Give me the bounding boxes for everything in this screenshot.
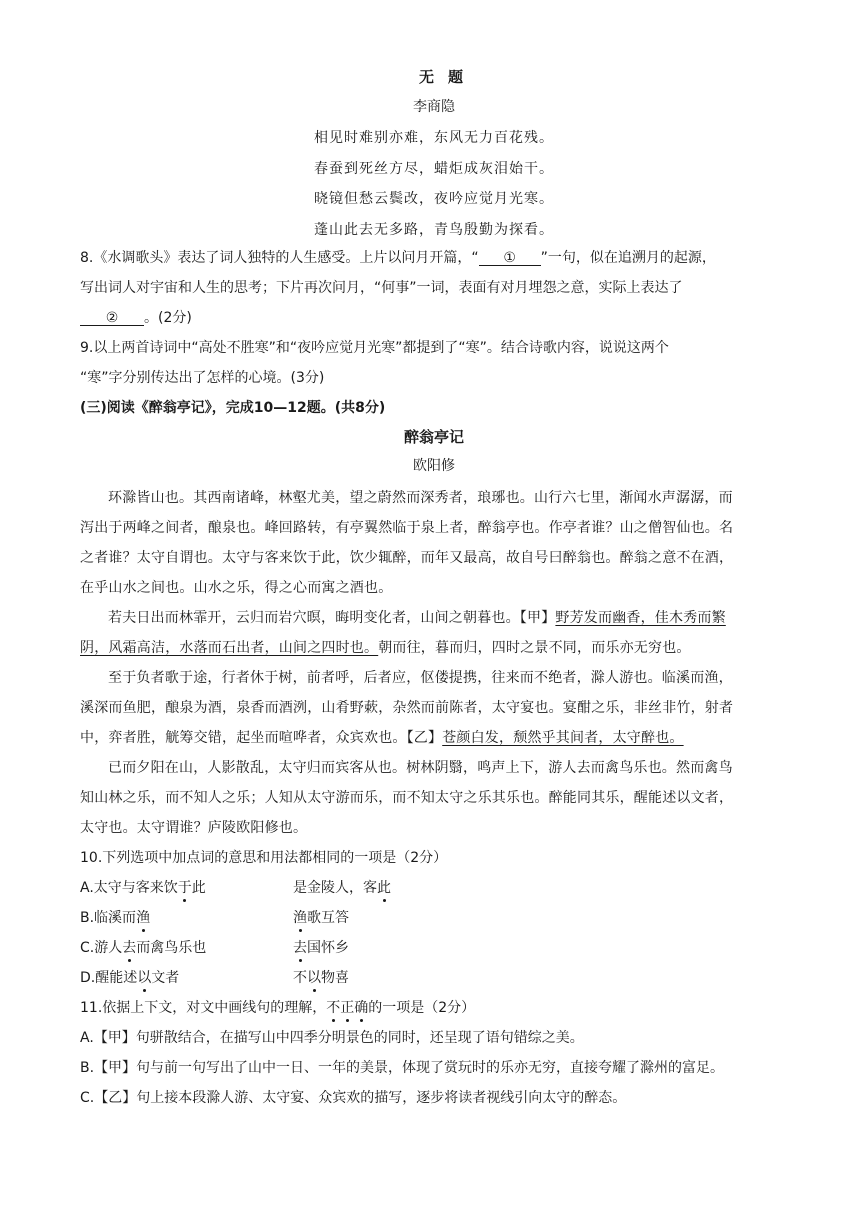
q8-text: 8.《水调歌头》表达了词人独特的人生感受。上片以问月开篇，“ (80, 250, 479, 266)
answer-blank-2 (80, 311, 144, 326)
q11-option-a: A.【甲】句骈散结合，在描写山中四季分明景色的同时，还呈现了语句错综之美。 (80, 1030, 584, 1046)
essay-line: 太守也。太守谓谁？庐陵欧阳修也。 (80, 820, 308, 836)
essay-line (80, 637, 800, 657)
essay-text: 若夫日出而林霏开，云归而岩穴暝，晦明变化者，山间之朝暮也。【甲】 (108, 610, 556, 626)
question-9-line: “寒”字分别传达出了怎样的心境。(3分) (80, 370, 325, 386)
essay-line: 之者谁？太守自谓也。太守与客来饮于此，饮少辄醉，而年又最高，故自号曰醉翁也。醉翁之意不在酒， (80, 550, 734, 566)
underlined-sentence-jia: 野芳发而幽香，佳木秀而繁 (555, 610, 726, 626)
underlined-sentence-jia: 阴，风霜高洁，水落而石出者，山间之四时也。 (80, 640, 379, 656)
essay-line: 溪深而鱼肥，酿泉为酒，泉香而酒洌，山肴野蔌，杂然而前陈者，太守宴也。宴酣之乐，非丝非竹，射者 (80, 700, 734, 716)
q10-option-c-compare: 去国怀乡 (293, 937, 349, 957)
q10-option-b-compare: 渔歌互答 (293, 907, 349, 927)
question-9-line: 9.以上两首诗词中“高处不胜寒”和“夜吟应觉月光寒”都提到了“寒”。结合诗歌内容，说说这两个 (80, 340, 669, 356)
dotted-char: 不 (326, 997, 340, 1017)
q10-option-c: C.游人去而禽鸟乐也 (80, 937, 206, 957)
dotted-word (326, 1000, 368, 1016)
dotted-char: 正 (340, 997, 354, 1017)
poem-line: 晓镜但愁云鬓改，夜吟应觉月光寒。 (314, 191, 554, 207)
dotted-word: 以 (307, 967, 321, 987)
essay-author: 欧阳修 (413, 458, 455, 474)
section-heading: (三)阅读《醉翁亭记》，完成10—12题。(共8分) (80, 400, 386, 416)
essay-line: 知山林之乐，而不知人之乐；人知从太守游而乐，而不知太守之乐其乐也。醉能同其乐，醒能述以文者， (80, 790, 734, 806)
dotted-word: 去 (122, 937, 136, 957)
dotted-word: 以 (137, 967, 151, 987)
question-10-stem: 10.下列选项中加点词的意思和用法都相同的一项是（2分） (80, 850, 448, 866)
dotted-word: 渔 (136, 907, 150, 927)
q11-text: 的一项是（2分） (368, 1000, 476, 1016)
blank-marker: ② (105, 310, 119, 326)
blank-marker: ① (503, 250, 516, 266)
essay-line (108, 607, 800, 627)
q8-text: 。(2分) (144, 310, 192, 326)
q11-option-c: C.【乙】句上接本段滁人游、太守宴、众宾欢的描写，逐步将读者视线引向太守的醉态。 (80, 1090, 627, 1106)
question-11-stem (80, 997, 800, 1017)
q10-option-a: A.太守与客来饮于此 (80, 877, 206, 897)
poem-author: 李商隐 (413, 99, 455, 115)
essay-line: 环滁皆山也。其西南诸峰，林壑尤美，望之蔚然而深秀者，琅琊也。山行六七里，渐闻水声潺潺，而 (108, 490, 733, 506)
essay-line (80, 727, 800, 747)
q10-option-d: D.醒能述以文者 (80, 967, 179, 987)
dotted-word: 此 (377, 877, 391, 897)
q10-option-a-compare: 是金陵人，客此 (293, 877, 391, 897)
dotted-emphasis (326, 1000, 368, 1016)
poem-line: 春蚕到死丝方尽，蜡炬成灰泪始干。 (314, 161, 554, 177)
essay-text: 中，弈者胜，觥筹交错，起坐而喧哗者，众宾欢也。【乙】 (80, 730, 443, 746)
essay-line: 已而夕阳在山，人影散乱，太守归而宾客从也。树林阴翳，鸣声上下，游人去而禽鸟乐也。然而禽鸟 (108, 760, 733, 776)
question-8-line (80, 247, 800, 267)
question-8-line (80, 307, 800, 327)
question-8-line: 写出词人对宇宙和人生的思考；下片再次问月，“何事”一词，表面有对月埋怨之意，实际上表达了 (80, 280, 683, 296)
q10-option-b: B.临溪而渔 (80, 907, 150, 927)
essay-line: 至于负者歌于途，行者休于树，前者呼，后者应，伛偻提携，往来而不绝者，滁人游也。临溪而渔， (108, 670, 733, 686)
essay-line: 泻出于两峰之间者，酿泉也。峰回路转，有亭翼然临于泉上者，醉翁亭也。作亭者谁？山之僧智仙也。名 (80, 520, 734, 536)
q11-text: 11.依据上下文，对文中画线句的理解， (80, 1000, 327, 1016)
poem-line: 蓬山此去无多路，青鸟殷勤为探看。 (314, 222, 554, 238)
dotted-word: 去 (293, 937, 307, 957)
essay-text: 朝而往，暮而归，四时之景不同，而乐亦无穷也。 (378, 640, 691, 656)
dotted-word: 渔 (293, 907, 307, 927)
q8-text: ”一句，似在追溯月的起源， (540, 250, 716, 266)
essay-line: 在乎山水之间也。山水之乐，得之心而寓之酒也。 (80, 580, 393, 596)
dotted-char: 确 (354, 997, 368, 1017)
underlined-sentence-yi: 苍颜白发，颓然乎其间者，太守醉也。 (442, 730, 684, 746)
poem-line: 相见时难别亦难，东风无力百花残。 (314, 130, 554, 146)
essay-title: 醉翁亭记 (403, 428, 464, 446)
q11-option-b: B.【甲】句与前一句写出了山中一日、一年的美景，体现了赏玩时的乐亦无穷，直接夸耀了滁州的富足。 (80, 1060, 725, 1076)
q10-option-d-compare: 不以物喜 (293, 967, 349, 987)
poem-title: 无题 (418, 68, 477, 86)
dotted-word: 于 (178, 877, 192, 897)
answer-blank-1 (479, 251, 541, 266)
